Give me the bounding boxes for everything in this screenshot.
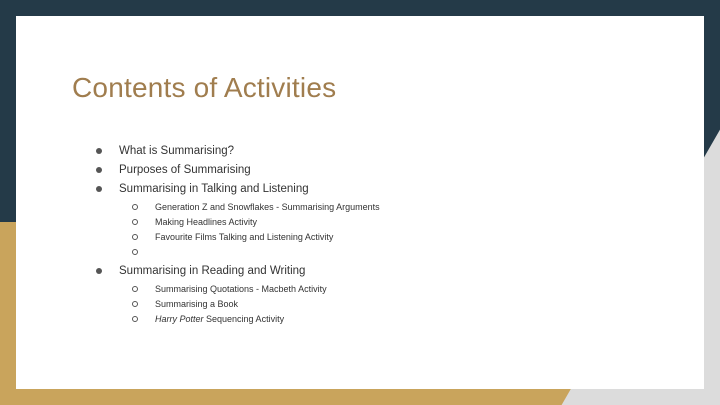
sub-list-item (86, 312, 686, 327)
sub-list-item-label: Favourite Films Talking and Listening Activity (155, 232, 334, 242)
slide-title: Contents of Activities (72, 72, 337, 103)
bullet-ring-icon (132, 249, 138, 255)
bullet-ring-icon (132, 219, 138, 225)
bullet-dot-icon (96, 186, 102, 192)
bullet-ring-icon (132, 301, 138, 307)
sub-list-item (86, 215, 686, 230)
bullet-ring-icon (132, 286, 138, 292)
sub-list-item-label: Generation Z and Snowflakes - Summarising Arguments (155, 202, 380, 212)
sub-list (86, 200, 686, 260)
bullet-ring-icon (132, 234, 138, 240)
sub-list (86, 282, 686, 327)
contents-list (86, 142, 686, 329)
slide-card (16, 16, 704, 389)
list-item (86, 142, 686, 161)
book-title: Harry Potter (155, 314, 204, 324)
bullet-ring-icon (132, 316, 138, 322)
list-item-label: What is Summarising? (119, 145, 235, 157)
bullet-dot-icon (96, 167, 102, 173)
sub-list-item (86, 282, 686, 297)
sub-list-item-label (155, 312, 284, 327)
sub-list-item-label: Summarising Quotations - Macbeth Activity (155, 284, 327, 294)
list-item-label: Summarising in Talking and Listening (119, 183, 309, 195)
sub-list-item-label: Making Headlines Activity (155, 217, 258, 227)
list-item (86, 180, 686, 199)
sub-list-item-rest: Sequencing Activity (203, 314, 285, 324)
sub-list-item (86, 200, 686, 215)
sub-list-item (86, 230, 686, 245)
list-item-label: Purposes of Summarising (119, 164, 251, 176)
sub-list-item (86, 297, 686, 312)
list-item (86, 262, 686, 281)
bullet-dot-icon (96, 148, 102, 154)
bullet-dot-icon (96, 268, 102, 274)
list-item-label: Summarising in Reading and Writing (119, 265, 306, 277)
bullet-ring-icon (132, 204, 138, 210)
sub-list-item-label: Summarising a Book (155, 299, 239, 309)
sub-list-item-empty (86, 245, 686, 260)
list-item (86, 161, 686, 180)
